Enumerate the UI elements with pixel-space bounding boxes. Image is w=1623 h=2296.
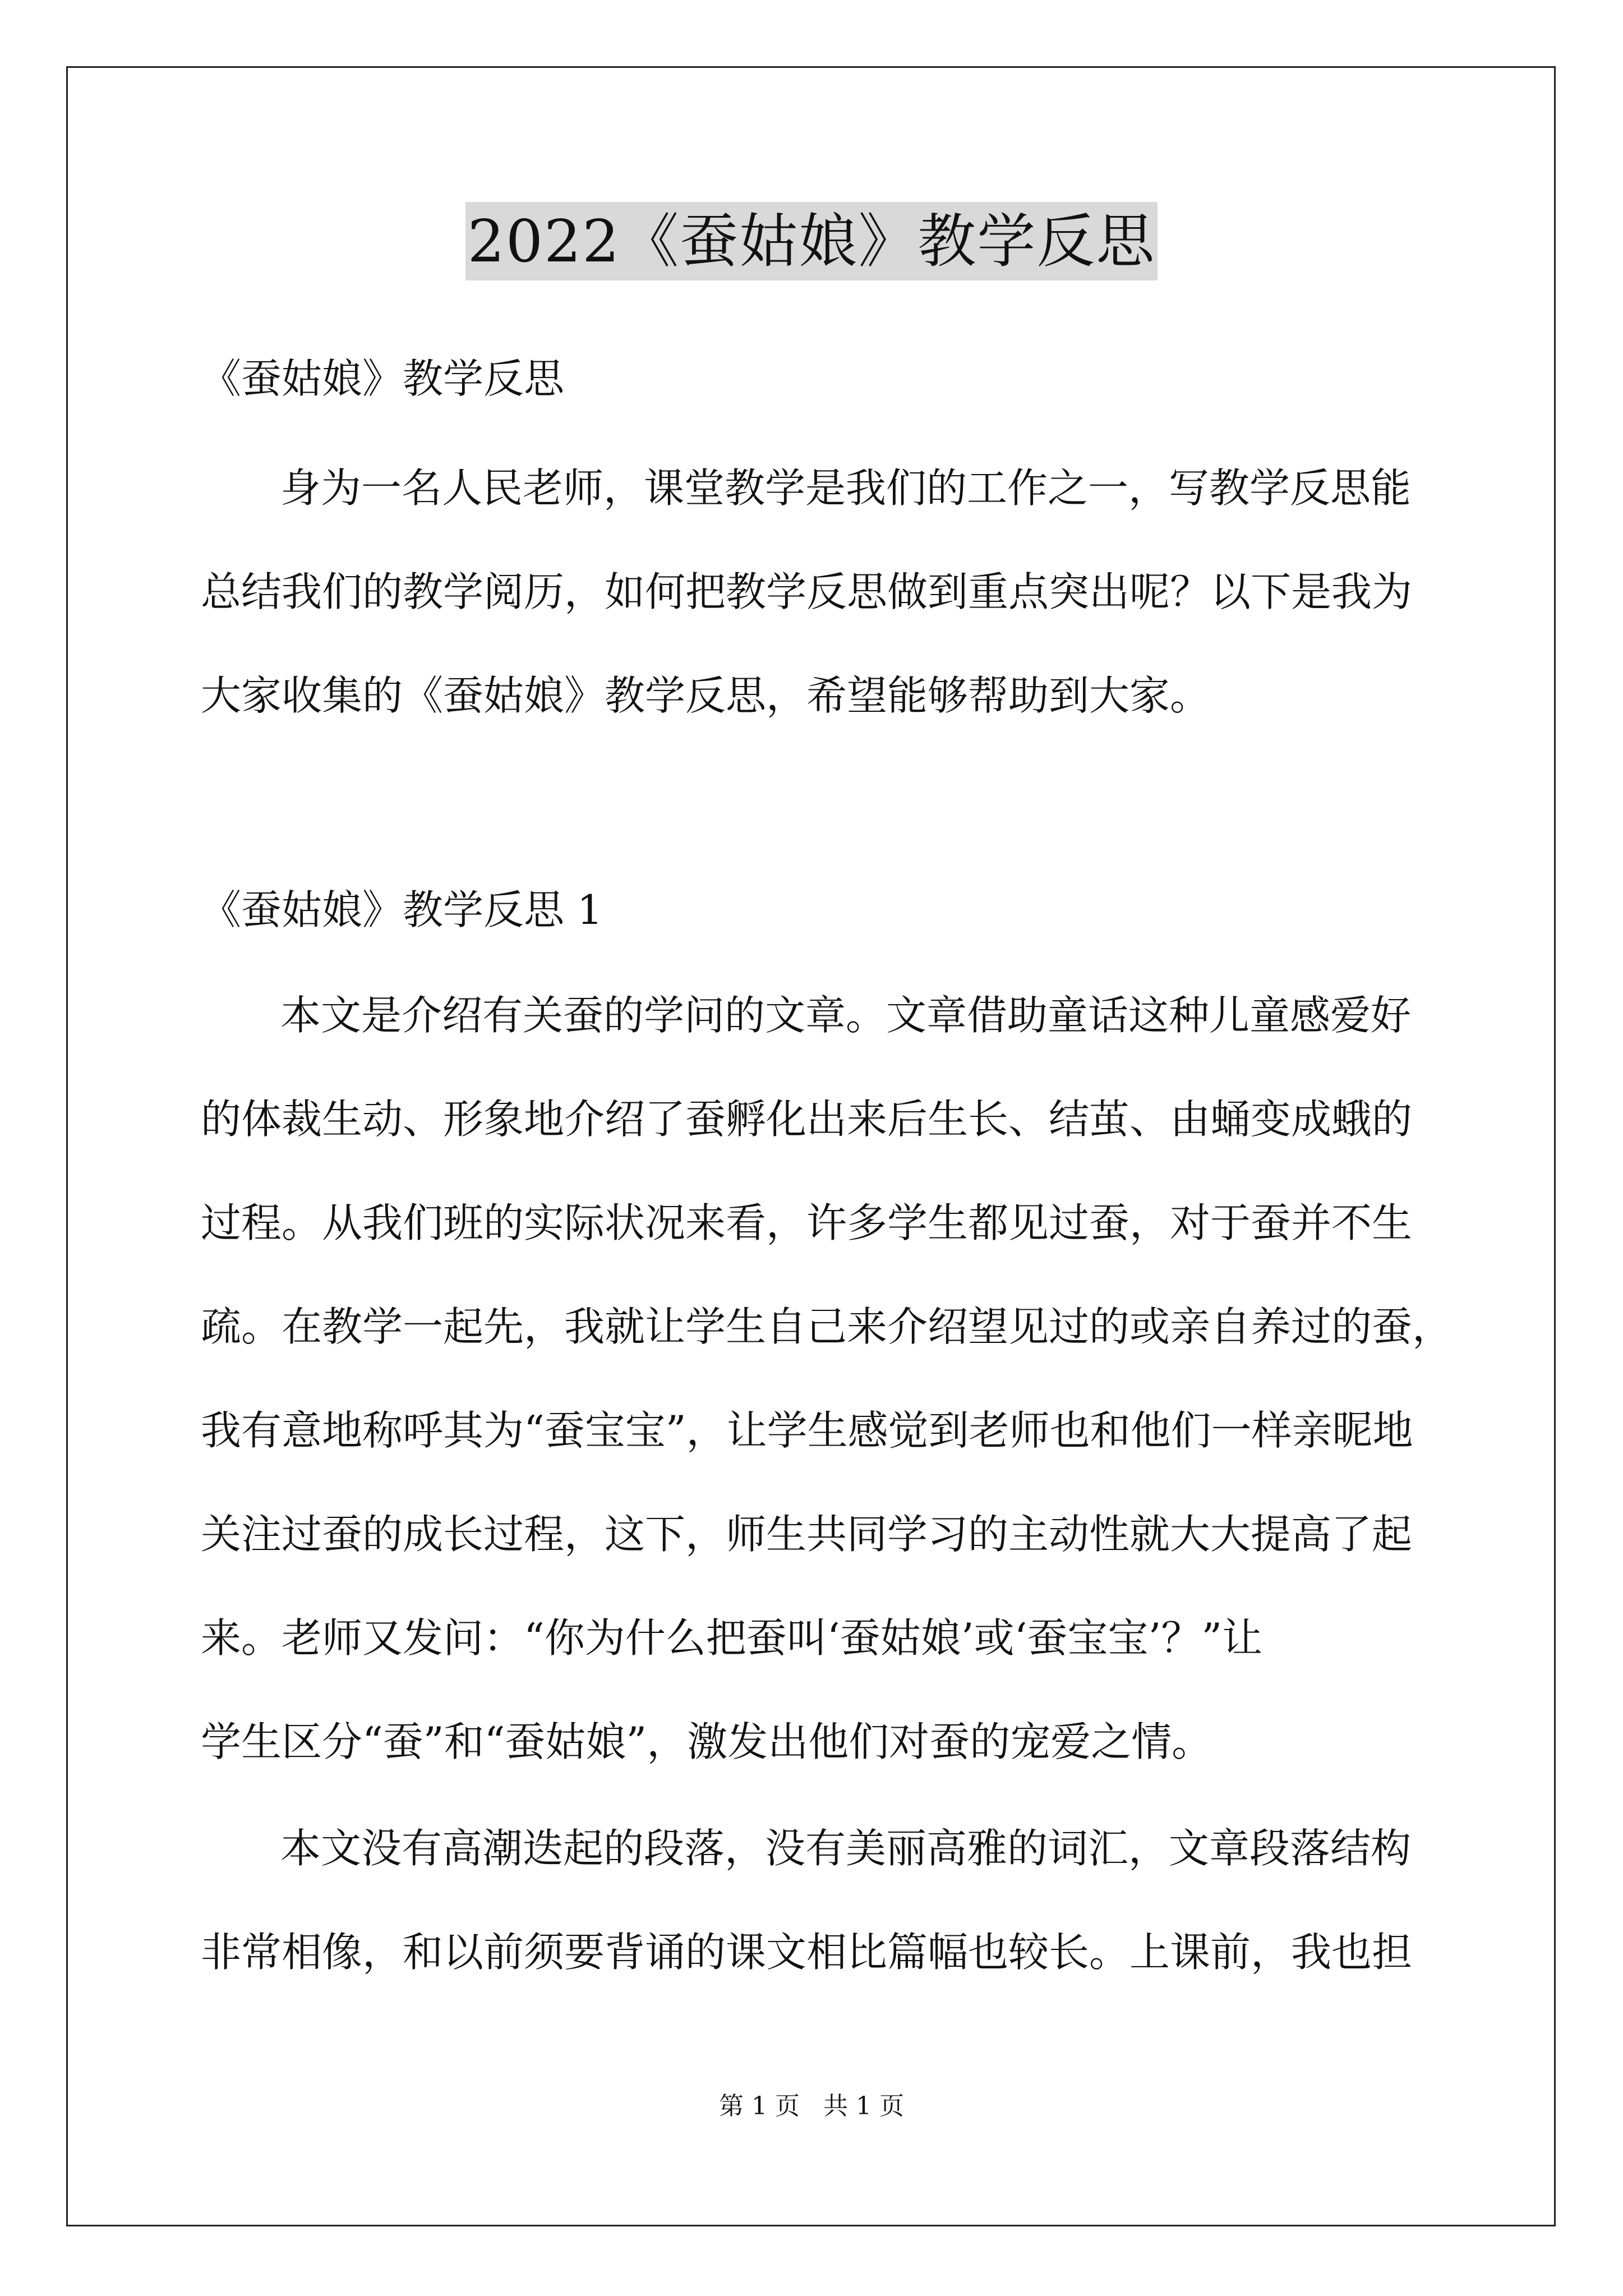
paragraph-line: 本文是介绍有关蚕的学问的文章。文章借助童话这种儿童感爱好: [280, 992, 1412, 1039]
intro-line: 大家收集的《蚕姑娘》教学反思，希望能够帮助到大家。: [201, 672, 1211, 719]
paragraph-line: 非常相像，和以前须要背诵的课文相比篇幅也较长。上课前，我也担: [201, 1929, 1413, 1976]
page-footer: 第 1 页 共 1 页: [719, 2092, 904, 2120]
paragraph-line: 关注过蚕的成长过程，这下，师生共同学习的主动性就大大提高了起: [201, 1511, 1413, 1558]
title-container: [0, 202, 1623, 280]
intro-line: 总结我们的教学阅历，如何把教学反思做到重点突出呢？以下是我为: [201, 568, 1413, 615]
document-subtitle: 《蚕姑娘》教学反思: [201, 355, 565, 402]
document-title: 2022《蚕姑娘》教学反思: [465, 202, 1158, 280]
paragraph-line: 过程。从我们班的实际状况来看，许多学生都见过蚕，对于蚕并不生: [201, 1199, 1413, 1246]
paragraph-line: 疏。在教学一起先，我就让学生自己来介绍望见过的或亲自养过的蚕，: [201, 1303, 1453, 1350]
paragraph-line: 来。老师又发问：“你为什么把蚕叫‘蚕姑娘’或‘蚕宝宝’？”让: [201, 1614, 1263, 1662]
paragraph-line: 我有意地称呼其为“蚕宝宝”，让学生感觉到老师也和他们一样亲昵地: [201, 1407, 1413, 1454]
paragraph-line: 本文没有高潮迭起的段落，没有美丽高雅的词汇，文章段落结构: [280, 1825, 1412, 1872]
intro-line: 身为一名人民老师，课堂教学是我们的工作之一，写教学反思能: [280, 464, 1412, 512]
paragraph-line: 的体裁生动、形象地介绍了蚕孵化出来后生长、结茧、由蛹变成蛾的: [201, 1096, 1413, 1143]
section-heading: 《蚕姑娘》教学反思 1: [201, 886, 603, 933]
paragraph-line: 学生区分“蚕”和“蚕姑娘”，激发出他们对蚕的宠爱之情。: [201, 1718, 1212, 1765]
